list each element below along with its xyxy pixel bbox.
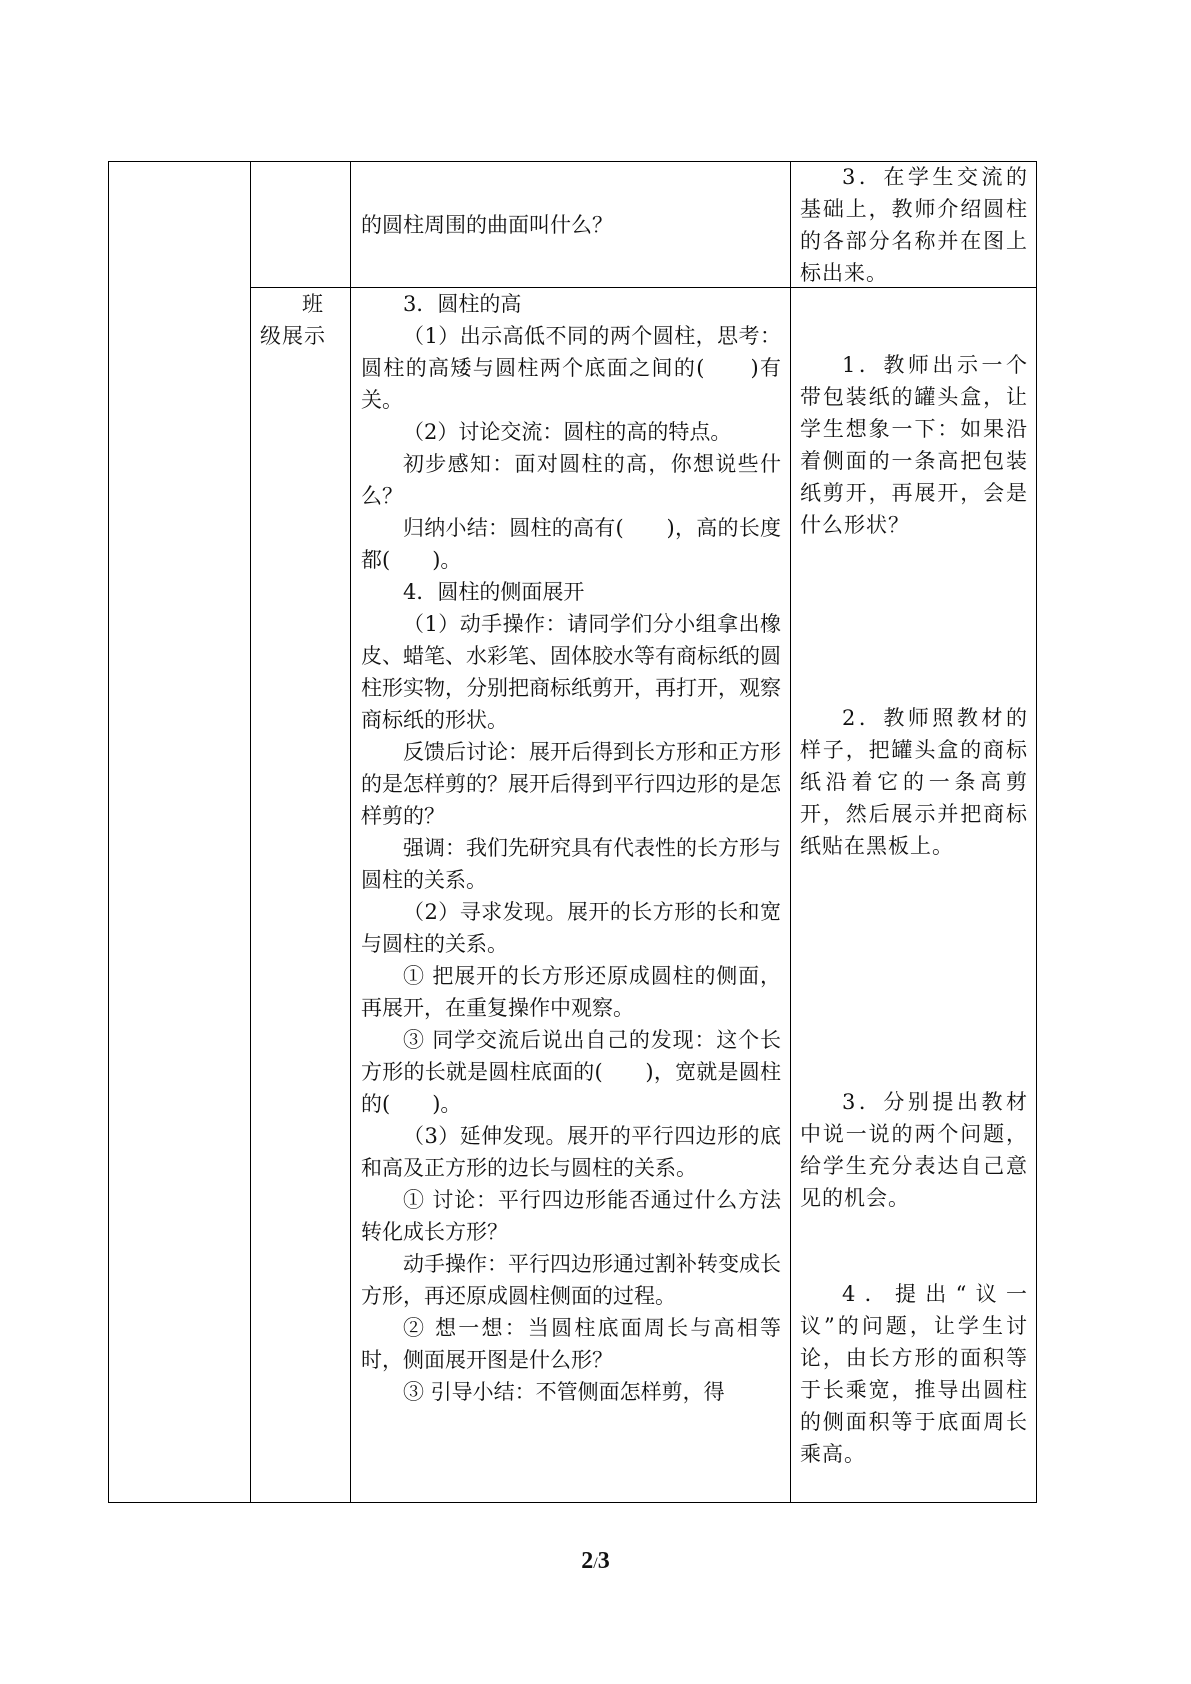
guidance-note-2-text: 2．教师照教材的样子，把罐头盒的商标纸沿着它的一条高剪开，然后展示并把商标纸贴在黑板上。 (800, 706, 1028, 858)
table-border-right (1036, 161, 1037, 1503)
guidance-note-4 (800, 1278, 1028, 1470)
top-row-guidance-text: 3．在学生交流的基础上，教师介绍圆柱的各部分名称并在图上标出来。 (800, 165, 1028, 285)
column-divider-1 (250, 161, 251, 1503)
activity-para: ① 把展开的长方形还原成圆柱的侧面，再展开，在重复操作中观察。 (361, 964, 781, 1020)
activity-cell (361, 288, 781, 1408)
top-row-activity-cell (361, 209, 781, 241)
activity-para: ③ 同学交流后说出自己的发现：这个长方形的长就是圆柱底面的( )，宽就是圆柱的( )。 (361, 1028, 781, 1116)
page-footer (0, 1548, 1191, 1575)
guidance-note-3-text: 3．分别提出教材中说一说的两个问题，给学生充分表达自己意见的机会。 (800, 1090, 1028, 1210)
stage-label-cell (260, 288, 340, 352)
page-number: 2 (581, 1548, 594, 1574)
activity-para: 4．圆柱的侧面展开 (403, 580, 585, 604)
activity-para: 反馈后讨论：展开后得到长方形和正方形的是怎样剪的？展开后得到平行四边形的是怎样剪的？ (361, 740, 781, 828)
activity-para: ③ 引导小结：不管侧面怎样剪，得 (403, 1380, 725, 1404)
activity-para: （1）出示高低不同的两个圆柱，思考：圆柱的高矮与圆柱两个底面之间的( )有关。 (361, 324, 781, 412)
activity-para: ① 讨论：平行四边形能否通过什么方法转化成长方形？ (361, 1188, 781, 1244)
guidance-note-4-text: 4．提出“议一议”的问题，让学生讨论，由长方形的面积等于长乘宽，推导出圆柱的侧面积等于底面周长乘高。 (800, 1282, 1028, 1466)
activity-para: 动手操作：平行四边形通过割补转变成长方形，再还原成圆柱侧面的过程。 (361, 1252, 781, 1308)
activity-para: 初步感知：面对圆柱的高，你想说些什么？ (361, 452, 781, 508)
activity-para: （3）延伸发现。展开的平行四边形的底和高及正方形的边长与圆柱的关系。 (361, 1124, 781, 1180)
page-separator: / (593, 1555, 598, 1572)
total-pages: 3 (597, 1548, 610, 1574)
lesson-plan-table (108, 161, 1037, 1503)
guidance-note-1 (800, 349, 1028, 541)
activity-para: 归纳小结：圆柱的高有( )，高的长度都( )。 (361, 516, 781, 572)
top-row-guidance-cell (800, 161, 1028, 289)
stage-label: 班级展示 (260, 292, 326, 348)
activity-para: ② 想一想：当圆柱底面周长与高相等时，侧面展开图是什么形？ (361, 1316, 781, 1372)
guidance-note-3 (800, 1086, 1028, 1214)
activity-para: （2）寻求发现。展开的长方形的长和宽与圆柱的关系。 (361, 900, 781, 956)
table-border-bottom (108, 1502, 1037, 1503)
activity-para: 强调：我们先研究具有代表性的长方形与圆柱的关系。 (361, 836, 781, 892)
column-divider-2 (350, 161, 351, 1503)
guidance-note-2 (800, 702, 1028, 862)
top-row-activity-text: 的圆柱周围的曲面叫什么？ (361, 213, 613, 237)
activity-para: 3．圆柱的高 (403, 292, 522, 316)
activity-para: （1）动手操作：请同学们分小组拿出橡皮、蜡笔、水彩笔、固体胶水等有商标纸的圆柱形实物，分别把商标纸剪开，再打开，观察商标纸的形状。 (361, 612, 781, 732)
column-divider-3 (790, 161, 791, 1503)
activity-para: （2）讨论交流：圆柱的高的特点。 (403, 420, 732, 444)
table-border-left (108, 161, 109, 1503)
guidance-note-1-text: 1．教师出示一个带包装纸的罐头盒，让学生想象一下：如果沿着侧面的一条高把包装纸剪开，再展开，会是什么形状？ (800, 353, 1028, 537)
